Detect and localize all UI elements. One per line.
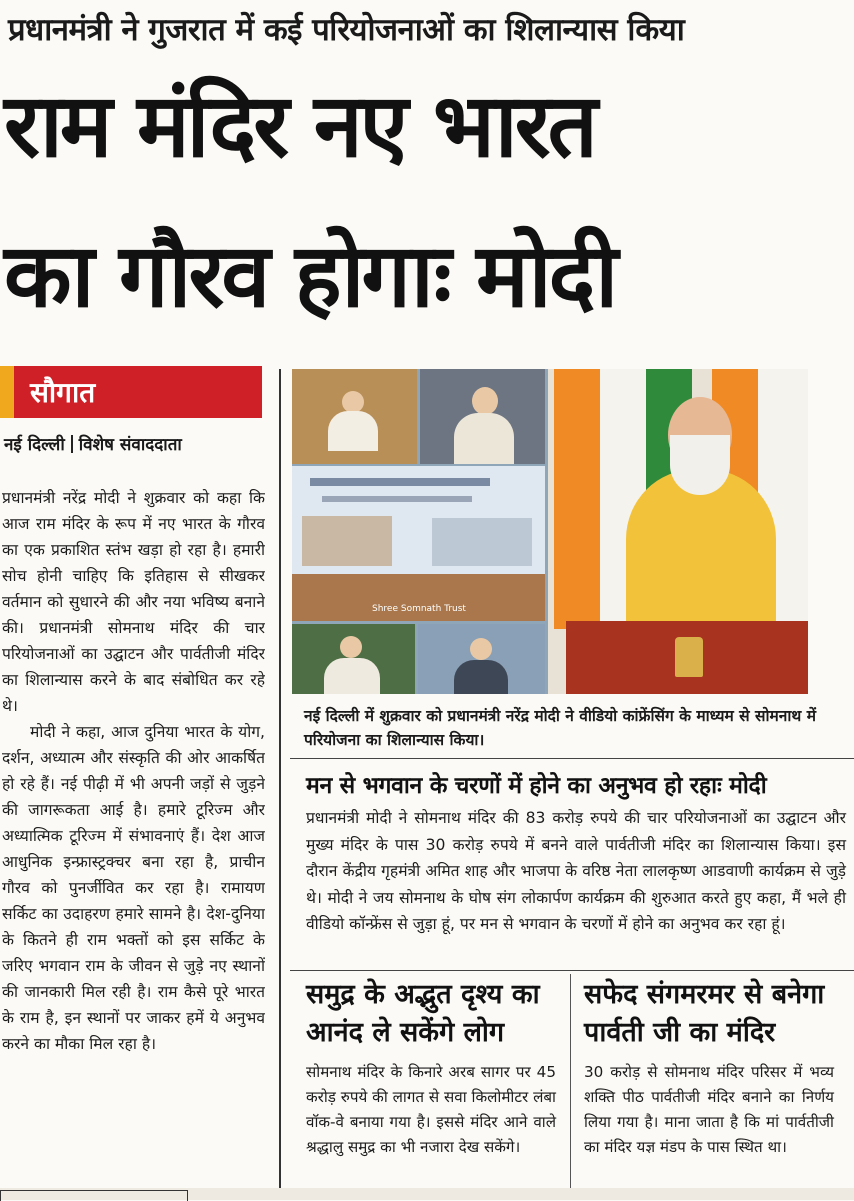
byline: [4, 432, 182, 455]
sub-story-heading: मन से भगवान के चरणों में होने का अनुभव हो रहाः मोदी: [306, 773, 767, 799]
main-headline-line-2: का गौरव होगाः मोदी: [4, 224, 616, 327]
column-divider: [279, 369, 281, 1194]
participant-body: [454, 413, 514, 464]
participant-figure: [470, 638, 492, 660]
speaker-beard: [670, 435, 730, 495]
participant-body: [328, 411, 378, 451]
byline-reporter: विशेष संवाददाता: [78, 435, 182, 455]
participant-figure: [340, 636, 362, 658]
screen-trust-text: Shree Somnath Trust: [372, 604, 466, 614]
participant-body: [324, 658, 380, 694]
presentation-screen: [292, 466, 545, 621]
flag-saffron-stripe: [554, 369, 600, 629]
screen-text-line: [322, 496, 472, 502]
news-photo: [292, 369, 808, 694]
byline-divider: [71, 435, 73, 453]
video-tile: [292, 624, 415, 694]
section-tag-accent: [0, 366, 14, 418]
video-tile: [418, 624, 545, 694]
section-tag-label: सौगात: [30, 376, 96, 409]
kicker-headline: प्रधानमंत्री ने गुजरात में कई परियोजनाओं का शिलान्यास किया: [8, 12, 685, 48]
main-headline-line-1: राम मंदिर नए भारत: [4, 74, 595, 177]
box-left-heading: समुद्र के अद्भुत दृश्य का आनंद ले सकेंगे लोग: [306, 979, 540, 1048]
byline-place: नई दिल्ली: [4, 435, 65, 455]
national-emblem-icon: [675, 637, 703, 677]
box-left-body: सोमनाथ मंदिर के किनारे अरब सागर पर 45 करोड़ रुपये की लागत से सवा किलोमीटर लंबा वॉक-वे बनाया गया है। इससे मंदिर आने वाले श्रद्धालु समुद्र का भी नजारा देख सकेंगे।: [306, 1063, 556, 1156]
box-right-body: 30 करोड़ से सोमनाथ मंदिर परिसर में भव्य शक्ति पीठ पार्वतीजी मंदिर बनाने का निर्णय लिया गया है। माना जाता है कि मां पार्वतीजी का मंदिर यज्ञ मंडप के पास स्थित था।: [584, 1063, 834, 1156]
screen-photo: [302, 516, 392, 566]
box-left: [306, 976, 556, 1160]
next-article-box: [0, 1190, 188, 1201]
section-rule: [290, 758, 854, 759]
screen-heading-bar: [310, 478, 490, 486]
video-tile: [292, 369, 417, 464]
box-divider: [570, 974, 571, 1189]
photo-caption: नई दिल्ली में शुक्रवार को प्रधानमंत्री नरेंद्र मोदी ने वीडियो कांफ्रेंसिंग के माध्यम से सोमनाथ में परियोजना का शिलान्यास किया।: [304, 707, 816, 749]
participant-body: [454, 660, 508, 694]
main-story-paragraph: प्रधानमंत्री नरेंद्र मोदी ने शुक्रवार को कहा कि आज राम मंदिर के रूप में नए भारत के गौरव का एक प्रकाशित स्तंभ खड़ा हो रहा है। हमारी सोच होनी चाहिए कि इतिहास से सीखकर वर्तमान को सुधारने की और नया भविष्य बनाने की। प्रधानमंत्री सोमनाथ मंदिर की चार परियोजनाओं का उद्घाटन और पार्वतीजी मंदिर का शिलान्यास करने के बाद संबोधित कर रहे थे।: [2, 489, 265, 715]
video-tile: [420, 369, 545, 464]
participant-figure: [342, 391, 364, 413]
main-story-paragraph: मोदी ने कहा, आज दुनिया भारत के योग, दर्शन, अध्यात्म और संस्कृति की ओर आकर्षित हो रहे हैं। नई पीढ़ी में भी अपनी जड़ों से जुड़ने की जागरूकता आई है। हमारे टूरिज्म और अध्यात्मिक टूरिज्म में संभावनाएं हैं। देश आज आधुनिक इन्फ्रास्ट्रक्चर बना रहा है, प्राचीन गौरव को पुनर्जीवित कर रहा है। रामायण सर्किट का उदाहरण हमारे सामने है। देश-दुनिया के कितने ही राम भक्तों को इस सर्किट के जरिए भगवान राम के जीवन से जुड़े नए स्थानों की जानकारी मिल रही है। राम कैसे पूरे भारत के राम है, इन स्थानों पर जाकर हमें ये अनुभव करने का मौका मिल रहा है।: [2, 723, 265, 1053]
box-right-heading: सफेद संगमरमर से बनेगा पार्वती जी का मंदिर: [584, 979, 825, 1048]
box-right: [584, 976, 834, 1160]
sub-story-body: प्रधानमंत्री मोदी ने सोमनाथ मंदिर की 83 करोड़ रुपये की चार परियोजनाओं का उद्घाटन और मुख्य मंदिर के पास 30 करोड़ रुपये में बनने वाले पार्वतीजी मंदिर का शिलान्यास किया। इस दौरान केंद्रीय गृहमंत्री अमित शाह और भाजपा के वरिष्ठ नेता लालकृष्ण आडवाणी कार्यक्रम से जुड़े थे। मोदी ने जय सोमनाथ के घोष संग लोकार्पण कार्यक्रम की शुरुआत करते हुए कहा, मैं भले ही वीडियो कॉन्फ्रेंस से जुड़ा हूं, पर मन से भगवान के चरणों में होने का अनुभव कर रहा हूं।: [306, 809, 846, 933]
screen-photo: [432, 518, 532, 566]
main-story-body: [2, 485, 265, 1185]
participant-figure: [472, 387, 498, 415]
section-rule: [290, 970, 854, 971]
